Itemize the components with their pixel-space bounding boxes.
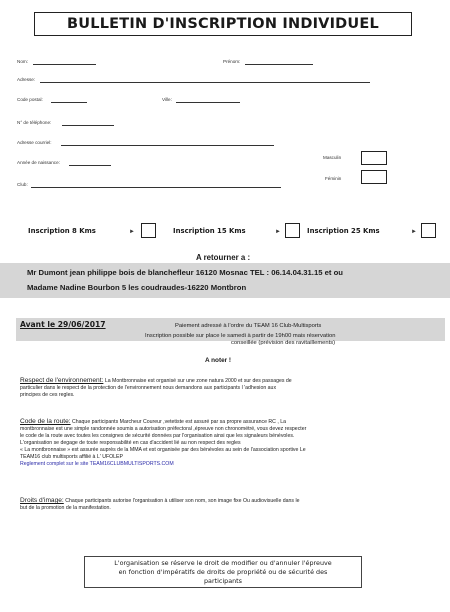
image-rights-text-1: Chaque participants autorise l'organisation à utiliser son nom, son image fixe Ou audiovisuelle dans le xyxy=(63,498,300,504)
footer-notice xyxy=(84,556,362,588)
checkbox-15km[interactable] xyxy=(285,223,300,238)
label-ville: Ville: xyxy=(162,97,172,102)
note-heading: A noter ! xyxy=(205,357,232,364)
inscription-15km-label: Inscription 15 Kms xyxy=(173,227,246,235)
field-naissance[interactable] xyxy=(69,165,111,166)
reglement-link[interactable]: Reglement complet sur le site TEAM16CLUBMULTISPORTS.COM xyxy=(20,461,174,467)
environment-text-1: La Montbronnaise est organisé sur une zone natura 2000 et sur des passages de xyxy=(103,378,292,384)
label-prenom: Prénom: xyxy=(223,59,241,64)
field-nom[interactable] xyxy=(33,64,96,65)
field-ville[interactable] xyxy=(176,102,240,103)
road-title: Code de la route: xyxy=(20,418,71,425)
checkbox-masculin[interactable] xyxy=(361,151,387,165)
environment-section xyxy=(20,377,440,399)
inscription-8km-label: Inscription 8 Kms xyxy=(28,227,96,235)
road-text-1: Chaque participants Marcheur Coureur ,vetetiste est assuré par sa propre assurance RC , La xyxy=(70,419,286,425)
label-club: Club: xyxy=(17,182,28,187)
label-masculin: Masculin xyxy=(323,155,342,160)
return-line-1: Mr Dumont jean philippe bois de blanchefleur 16120 Mosnac TEL : 06.14.04.31.15 et ou xyxy=(27,268,343,277)
label-naissance: Année de naissance: xyxy=(17,160,60,165)
arrow-15km-icon: ► xyxy=(275,229,281,235)
environment-text-3: principes de ces regles. xyxy=(20,392,75,398)
checkbox-feminin[interactable] xyxy=(361,170,387,184)
field-adresse[interactable] xyxy=(40,82,370,83)
field-prenom[interactable] xyxy=(245,64,313,65)
label-telephone: N° de téléphone: xyxy=(17,120,52,125)
footer-line-1: L'organisation se réserve le droit de modifier ou d'annuler l'épreuve xyxy=(114,559,332,567)
road-text-6: TEAM16 club multisports affilié à L' UFOLEP xyxy=(20,454,123,460)
field-club[interactable] xyxy=(31,187,281,188)
checkbox-8km[interactable] xyxy=(141,223,156,238)
deadline-date: Avant le 29/06/2017 xyxy=(20,320,106,329)
return-line-2: Madame Nadine Bourbon 5 les coudraudes-16220 Montbron xyxy=(27,283,247,292)
onsite-info-1: Inscription possible sur place le samedi à partir de 19h00 mais réservation xyxy=(145,333,336,339)
field-code-postal[interactable] xyxy=(51,102,87,103)
label-courriel: Adresse courriel: xyxy=(17,140,52,145)
image-rights-title: Droits d'image: xyxy=(20,497,64,504)
checkbox-25km[interactable] xyxy=(421,223,436,238)
label-code-postal: Code postal: xyxy=(17,97,43,102)
label-nom: Nom: xyxy=(17,59,28,64)
arrow-8km-icon: ► xyxy=(129,229,135,235)
image-rights-section xyxy=(20,497,445,512)
road-text-2: montbronnaise est une simple randonnée soumis a autorisation préfectoral ,épreuve non chronométré, vous devez respecter xyxy=(20,426,307,432)
payment-info: Paiement adressé à l'ordre du TEAM 16 Club-Multisports xyxy=(175,323,322,329)
environment-title: Respect de l'environnement: xyxy=(20,377,104,384)
footer-line-2: en fonction d'impératifs de droits de propriété ou de sécurité des xyxy=(118,568,328,576)
field-courriel[interactable] xyxy=(61,145,274,146)
field-telephone[interactable] xyxy=(62,125,114,126)
environment-text-2: particulier dans le respect de la protection de l'environnement nous demandons aux participants l 'adhesion aux xyxy=(20,385,277,391)
road-section xyxy=(20,418,445,468)
inscription-25km-label: Inscription 25 Kms xyxy=(307,227,380,235)
image-rights-text-2: but de la promotion de la manifestation. xyxy=(20,505,111,511)
label-feminin: Féminin xyxy=(325,176,342,181)
arrow-25km-icon: ► xyxy=(411,229,417,235)
label-adresse: Adresse: xyxy=(17,77,36,82)
road-text-4: L'organisation se degage de toute responsabilité en cas d'accident lié au non respect des regles xyxy=(20,440,241,446)
footer-line-3: participants xyxy=(203,577,243,585)
road-text-5: « La montbronnaise » est assurée auprès de la MMA et est organisée par des bénévoles au sein de l'association sportive Le xyxy=(20,447,306,453)
onsite-info-2: conseillée (prévision des ravitaillements) xyxy=(231,340,336,346)
road-text-3: le code de la route avec toutes les consignes de sécurité données par l'organisation ainsi que les signaleurs bénévoles. xyxy=(20,433,295,439)
return-heading: A retourner a : xyxy=(196,253,251,262)
form-title: BULLETIN D'INSCRIPTION INDIVIDUEL xyxy=(34,12,412,36)
